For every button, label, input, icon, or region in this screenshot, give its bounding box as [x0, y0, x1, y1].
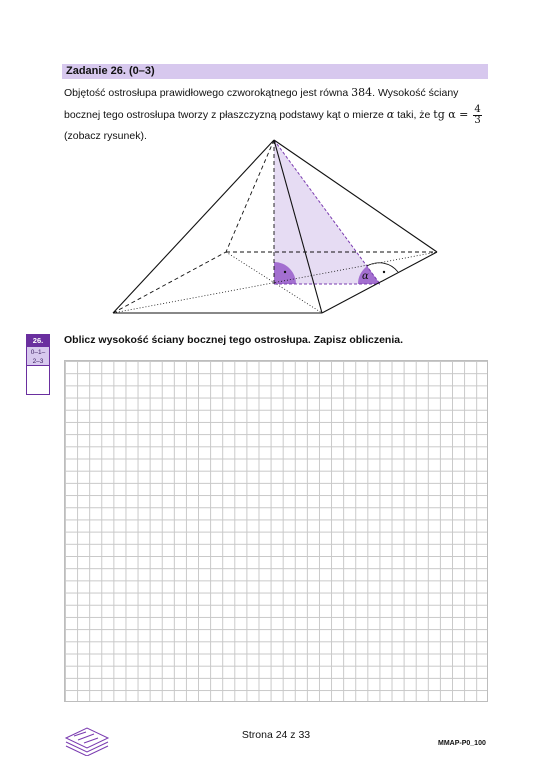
task-header: Zadanie 26. (0–3) — [62, 64, 488, 79]
task-line-2: bocznej tego ostrosłupa tworzy z płaszczyzną podstawy kąt o mierze α taki, że tg α = $\frac{4}{3}$ — [64, 103, 481, 126]
alpha-symbol: α — [386, 108, 395, 121]
right-angle-arc — [367, 263, 398, 272]
score-box — [26, 334, 50, 395]
task-line-3: (zobacz rysunek). — [64, 130, 147, 142]
exam-code: MMAP-P0_100 — [438, 740, 486, 747]
pyramid-figure — [0, 0, 552, 330]
answer-grid[interactable] — [64, 360, 488, 702]
score-options: 0–1– 2–3 — [27, 347, 49, 366]
page-number: Strona 24 z 33 — [241, 729, 311, 741]
question-text: Oblicz wysokość ściany bocznej tego ostrosłupa. Zapisz obliczenia. — [64, 334, 404, 346]
second-angle-dot — [383, 271, 385, 273]
tangent-expression: tg α = — [433, 108, 469, 121]
task-line-1: Objętość ostrosłupa prawidłowego czworokątnego jest równa 384. Wysokość ściany — [64, 86, 459, 99]
fraction: $\frac{4}{3}$ — [474, 103, 481, 126]
volume-value: 384 — [351, 86, 373, 99]
score-task-number: 26. — [27, 335, 49, 347]
right-angle-dot — [284, 271, 286, 273]
alpha-label: α — [362, 271, 369, 282]
